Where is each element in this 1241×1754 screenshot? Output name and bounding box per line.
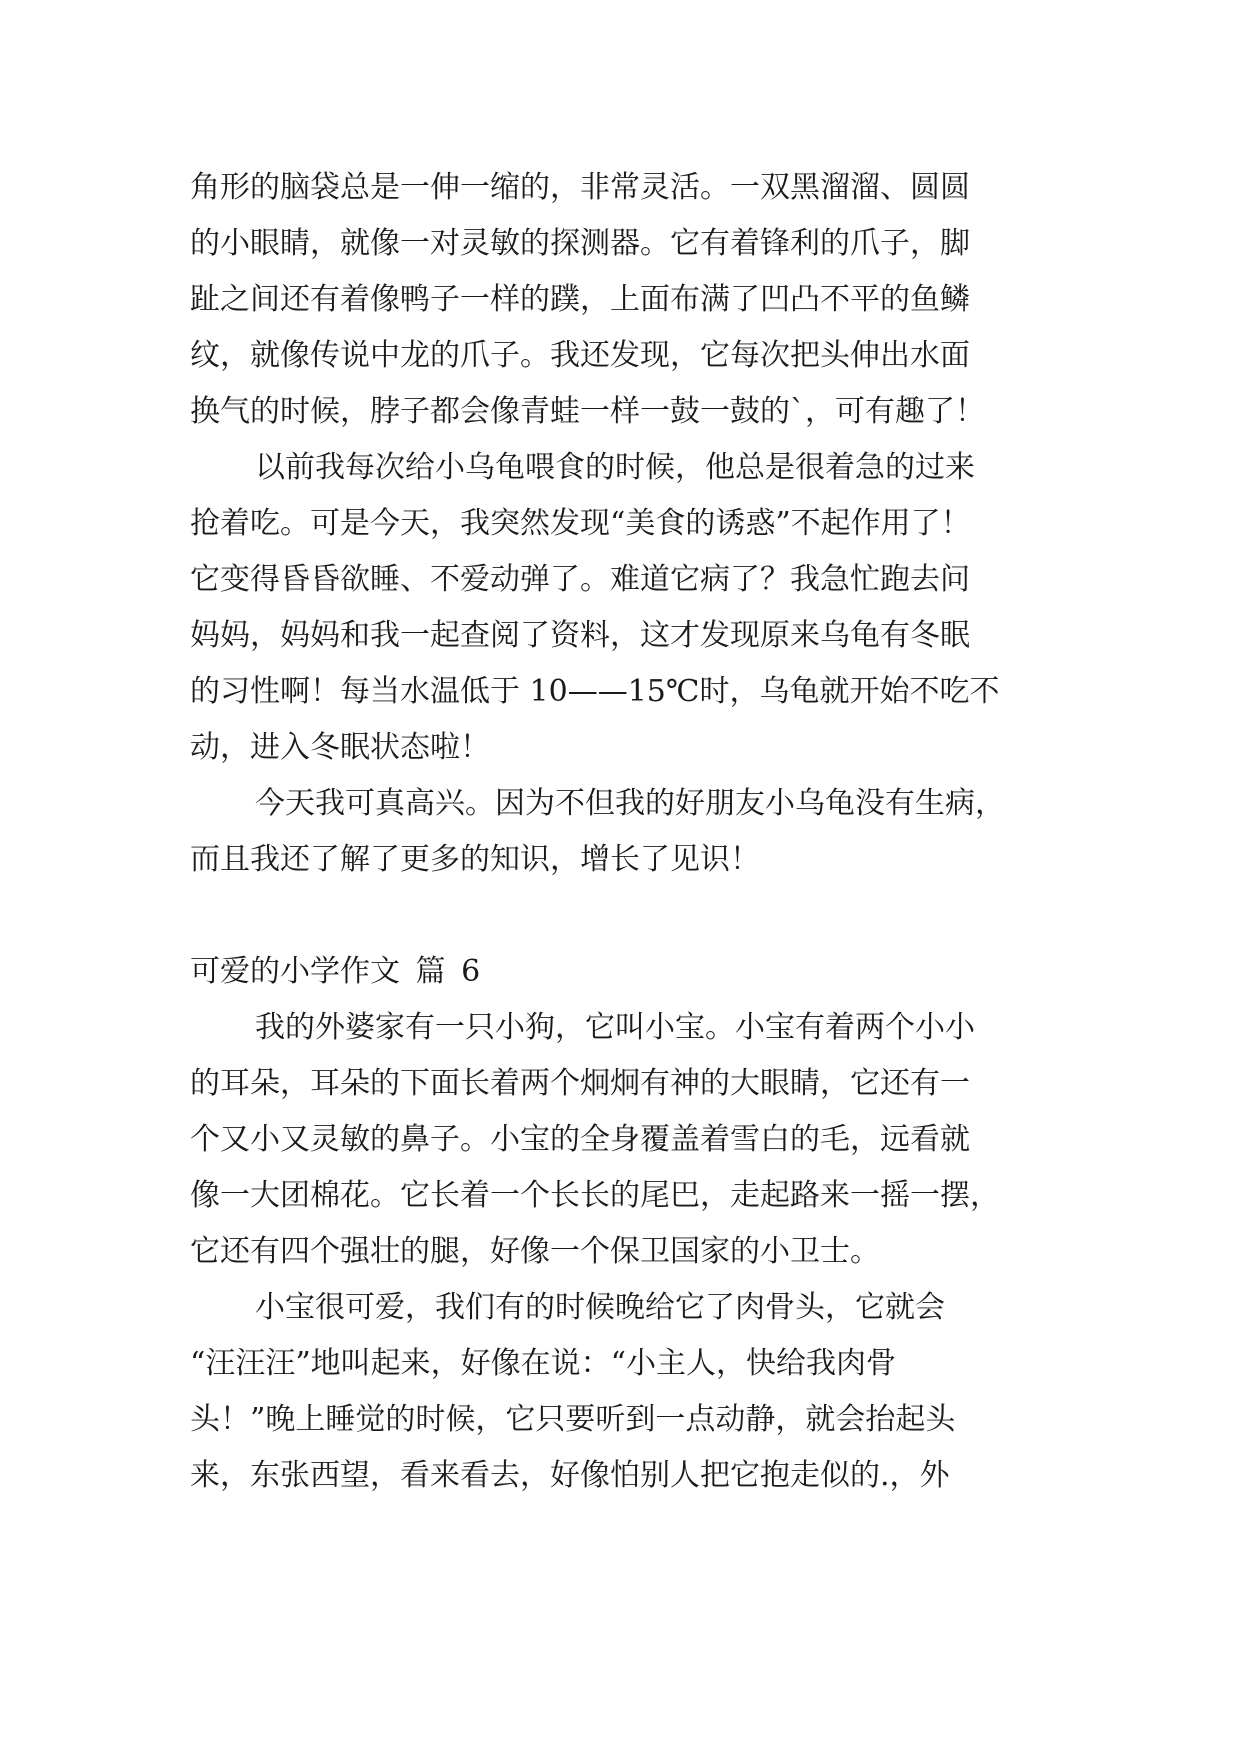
text-line: 以前我每次给小乌龟喂食的时候，他总是很着急的过来 <box>255 450 975 485</box>
text-line: 我的外婆家有一只小狗，它叫小宝。小宝有着两个小小 <box>255 1010 975 1045</box>
text-line: 动，进入冬眠状态啦！ <box>190 730 490 765</box>
text-line: 的小眼睛，就像一对灵敏的探测器。它有着锋利的爪子，脚 <box>190 226 970 261</box>
paragraph-conclusion <box>190 776 1070 888</box>
text-line: 纹，就像传说中龙的爪子。我还发现，它每次把头伸出水面 <box>190 338 970 373</box>
paragraph-dog-appearance <box>190 1000 1070 1280</box>
paragraph-turtle-appearance <box>190 160 1070 440</box>
text-line: 妈妈，妈妈和我一起查阅了资料，这才发现原来乌龟有冬眠 <box>190 618 970 653</box>
text-line: 的耳朵，耳朵的下面长着两个炯炯有神的大眼睛，它还有一 <box>190 1066 970 1101</box>
paragraph-dog-behavior <box>190 1280 1070 1504</box>
text-line: 而且我还了解了更多的知识，增长了见识！ <box>190 842 760 877</box>
blank-line <box>190 888 1070 944</box>
text-line: 的习性啊！每当水温低于 10——15℃时，乌龟就开始不吃不 <box>190 674 1000 709</box>
text-line: “汪汪汪”地叫起来，好像在说：“小主人，快给我肉骨 <box>190 1346 897 1381</box>
text-line: 它变得昏昏欲睡、不爱动弹了。难道它病了？我急忙跑去问 <box>190 562 970 597</box>
text-line: 小宝很可爱，我们有的时候晚给它了肉骨头，它就会 <box>255 1290 945 1325</box>
document-body <box>190 160 1070 1504</box>
text-line: 像一大团棉花。它长着一个长长的尾巴，走起路来一摇一摆， <box>190 1178 1000 1213</box>
text-line: 今天我可真高兴。因为不但我的好朋友小乌龟没有生病， <box>255 786 1005 821</box>
text-line: 头！”晚上睡觉的时候，它只要听到一点动静，就会抬起头 <box>190 1402 956 1437</box>
text-line: 来，东张西望，看来看去，好像怕别人把它抱走似的.，外 <box>190 1458 950 1493</box>
text-line: 抢着吃。可是今天，我突然发现“美食的诱惑”不起作用了！ <box>190 506 971 541</box>
essay-heading: 可爱的小学作文 篇 6 <box>190 954 481 989</box>
text-line: 角形的脑袋总是一伸一缩的，非常灵活。一双黑溜溜、圆圆 <box>190 170 970 205</box>
text-line: 个又小又灵敏的鼻子。小宝的全身覆盖着雪白的毛，远看就 <box>190 1122 970 1157</box>
paragraph-turtle-hibernation <box>190 440 1070 776</box>
text-line: 它还有四个强壮的腿，好像一个保卫国家的小卫士。 <box>190 1234 880 1269</box>
text-line: 趾之间还有着像鸭子一样的蹼，上面布满了凹凸不平的鱼鳞 <box>190 282 970 317</box>
text-line: 换气的时候，脖子都会像青蛙一样一鼓一鼓的`，可有趣了！ <box>190 394 985 429</box>
